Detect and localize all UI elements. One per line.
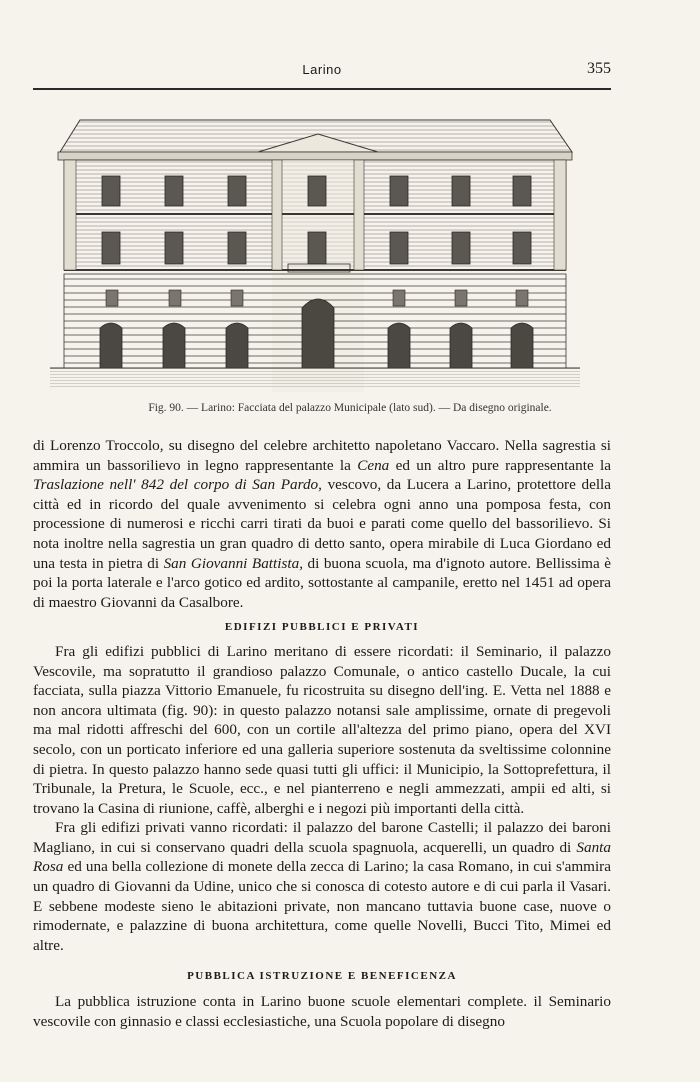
text-run: , di buona scuola, ma d'ignoto autore. Bellissima è poi la porta laterale e l'arco gotico ed ardito, sottostante al campanile, eretto nel 1451 ad opera di maestro Giovanni da Casalbore. xyxy=(33,554,611,611)
section-heading-istruzione: PUBBLICA ISTRUZIONE E BENEFICENZA xyxy=(187,970,457,983)
italic-title: San Giovanni Battista xyxy=(163,554,300,572)
figure-palazzo-municipale xyxy=(50,112,580,394)
building-facade-illustration xyxy=(50,112,580,394)
italic-title: Santa Rosa xyxy=(33,838,611,876)
text-run: ed una bella collezione di monete della zecca di Larino; la casa Romano, in cui s'ammira un quadro di Giovanni da Udine, unico che si conosca di cotesto autore e di cui parla il Vasari. E sebbene modeste sieno le abitazioni private, non mancano tuttavia buone case, nuove o rimodernate, e palazzine di buona architettura, come quelle Novelli, Bucci Tito, Mimei ed altre. xyxy=(33,858,611,954)
text-run: di Lorenzo Troccolo, su disegno del celebre architetto napoletano Vaccaro. Nella sagrestia si ammira un bassorilievo in legno rappresentante la xyxy=(33,437,611,474)
page-number: 355 xyxy=(587,60,611,77)
italic-title: Cena xyxy=(357,456,390,474)
paragraph-3 xyxy=(33,818,611,955)
paragraph-4: La pubblica istruzione conta in Larino buone scuole elementari complete. il Seminario vescovile con ginnasio e classi ecclesiastiche, una Scuola popolare di disegno xyxy=(33,993,611,1030)
figure-caption: Fig. 90. — Larino: Facciata del palazzo Municipale (lato sud). — Da disegno originale. xyxy=(148,402,552,414)
body-text xyxy=(33,436,611,1031)
running-title: Larino xyxy=(302,62,342,77)
paragraph-1 xyxy=(33,436,611,612)
page-header xyxy=(33,58,611,90)
text-run: ed un altro pure rappresentante la xyxy=(389,456,611,474)
paragraph-2: Fra gli edifizi pubblici di Larino meritano di essere ricordati: il Seminario, il palazzo Vescovile, ma sopratutto il grandioso palazzo Comunale, o antico castello Ducale, la cui facciata, sulla piazza Vittorio Emanuele, fu ricostruita su disegno dell'ing. E. Vetta nel 1888 e non ancora ultimata (fig. 90): in questo palazzo notansi sale amplissime, ornate di pregevoli ma mal ridotti affreschi del 600, con un cortile all'altezza del primo piano, opera del XVI secolo, con un porticato inferiore ed una galleria superiore sostenuta da sveltissime colonnine di pietra. In questo palazzo hanno sede quasi tutti gli uffici: il Municipio, la Sottoprefettura, il Tribunale, la Pretura, le Scuole, ecc., e nel pianterreno e negli ammezzati, ampii ed alti, si trovano la Casina di riunione, caffè, alberghi e i negozi più importanti della città. xyxy=(33,642,611,817)
text-run: , vescovo, da Lucera a Larino, protettore della città ed in ricordo del quale avvenimento si celebra ogni anno una pomposa festa, con processione di numerosi e ricchi carri tirati da buoi e parati come quello del bassorilievo. Si nota inoltre nella sagrestia un gran quadro di detto santo, opera mirabile di Luca Giordano ed una testa in pietra di xyxy=(33,476,612,572)
text-run: Fra gli edifizi privati vanno ricordati: il palazzo del barone Castelli; il palazzo dei baroni Magliano, in cui si conservano quadri della scuola spagnuola, acquerelli, un quadro di xyxy=(33,819,611,856)
italic-title: Traslazione nell' 842 del corpo di San Pardo xyxy=(33,476,319,494)
section-heading-edifizi: EDIFIZI PUBBLICI E PRIVATI xyxy=(224,621,420,634)
